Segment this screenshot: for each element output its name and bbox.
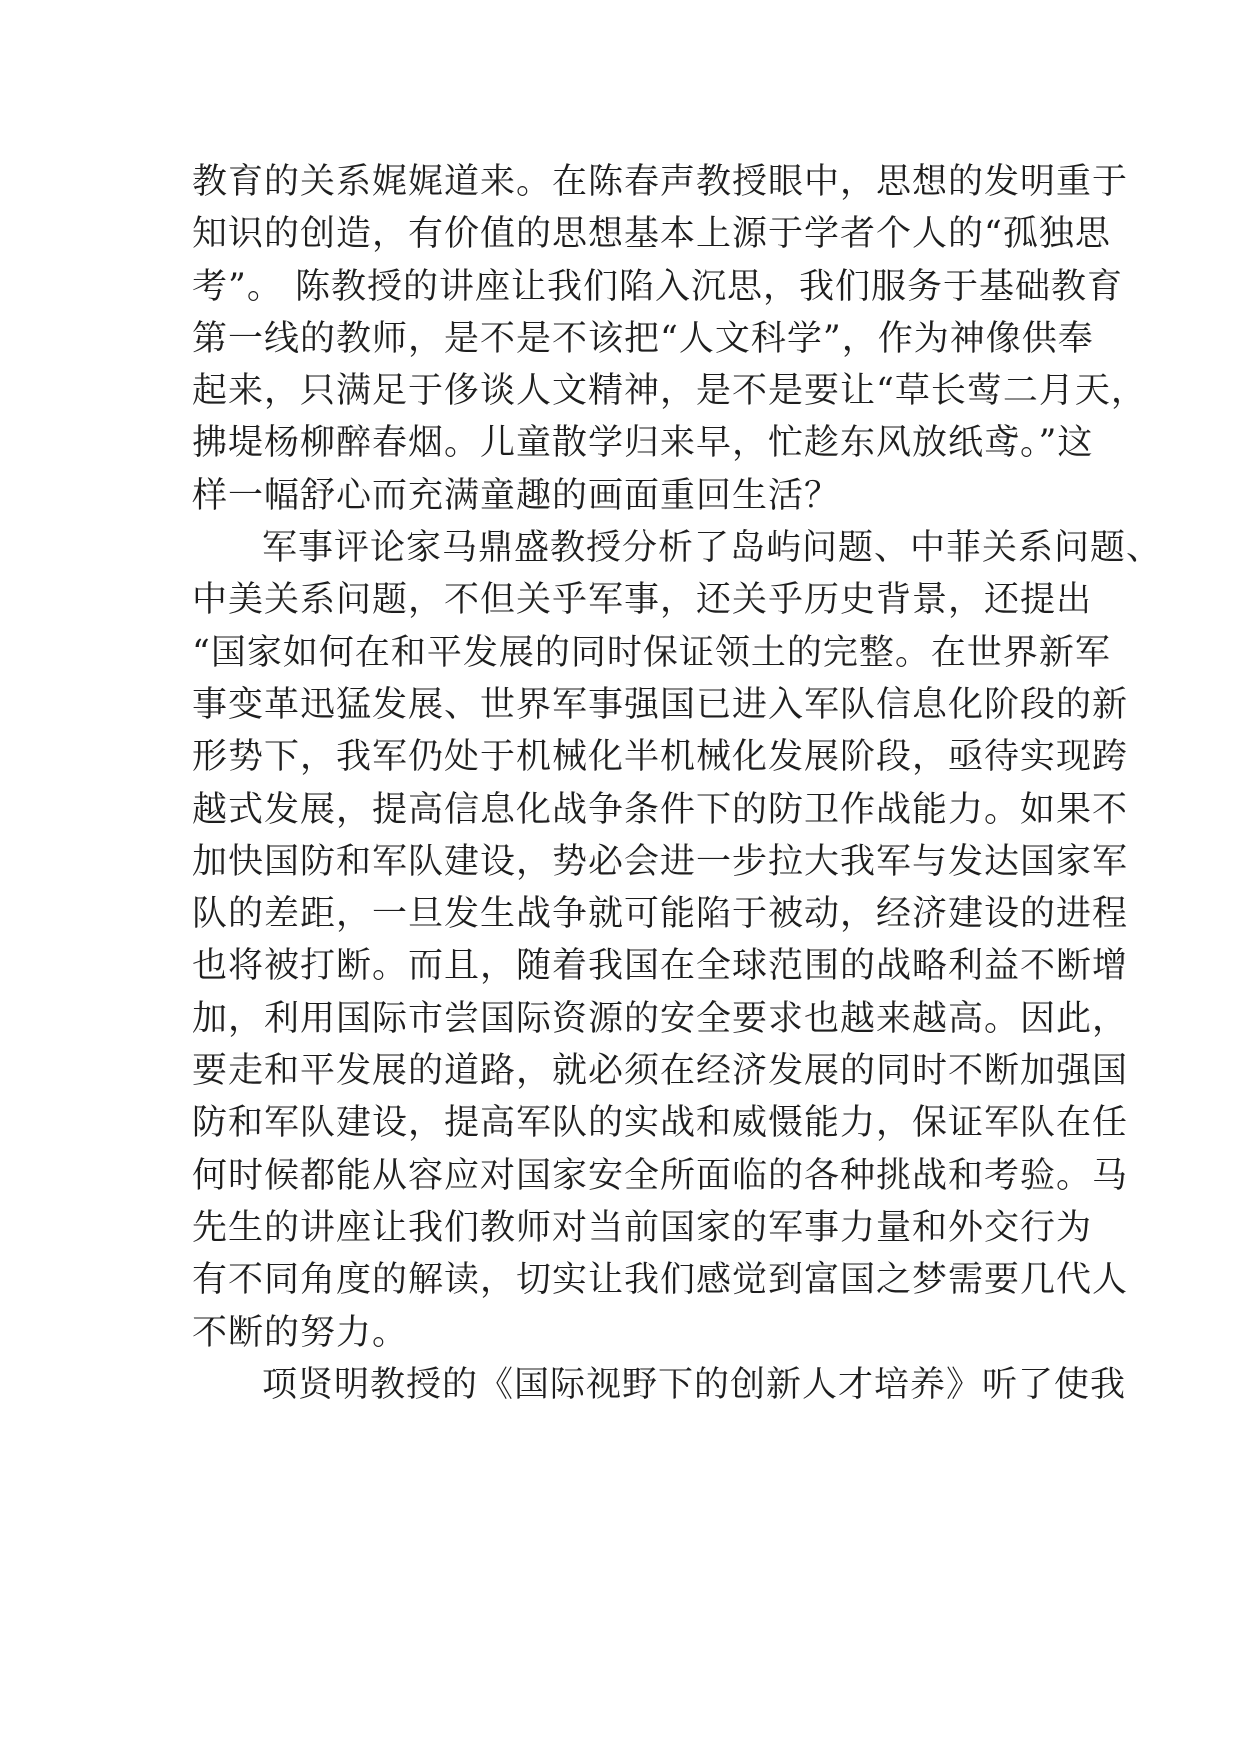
text-line: 防和军队建设，提高军队的实战和威慑能力，保证军队在任	[192, 1103, 1129, 1144]
text-line: 考”。 陈教授的讲座让我们陷入沉思，我们服务于基础教育	[192, 266, 1124, 307]
text-line: “国家如何在和平发展的同时保证领土的完整。在世界新军	[192, 632, 1111, 673]
text-line: 队的差距，一旦发生战争就可能陷于被动，经济建设的进程	[192, 894, 1129, 935]
paragraph-chen	[192, 156, 1147, 522]
text-line: 形势下，我军仍处于机械化半机械化发展阶段，亟待实现跨	[192, 737, 1129, 778]
text-line: 加快国防和军队建设，势必会进一步拉大我军与发达国家军	[192, 841, 1129, 882]
text-line: 加，利用国际市尝国际资源的安全要求也越来越高。因此，	[192, 998, 1129, 1039]
text-line: 也将被打断。而且，随着我国在全球范围的战略利益不断增	[192, 946, 1129, 987]
text-line: 不断的努力。	[192, 1312, 409, 1353]
text-line: 教育的关系娓娓道来。在陈春声教授眼中，思想的发明重于	[192, 162, 1129, 202]
text-line: 知识的创造，有价值的思想基本上源于学者个人的“孤独思	[192, 214, 1111, 255]
paragraph-xiang	[192, 1359, 1127, 1411]
text-line: 有不同角度的解读，切实让我们感觉到富国之梦需要几代人	[192, 1260, 1129, 1301]
text-line: 中美关系问题，不但关乎军事，还关乎历史背景，还提出	[192, 580, 1093, 621]
text-line: 第一线的教师，是不是不该把“人文科学”，作为神像供奉	[192, 318, 1094, 359]
text-line: 要走和平发展的道路，就必须在经济发展的同时不断加强国	[192, 1051, 1129, 1092]
text-line: 事变革迅猛发展、世界军事强国已进入军队信息化阶段的新	[192, 684, 1129, 725]
text-line: 拂堤杨柳醉春烟。儿童散学归来早，忙趁东风放纸鸢。”这	[192, 423, 1094, 464]
text-line: 样一幅舒心而充满童趣的画面重回生活？	[192, 475, 841, 516]
text-line: 起来，只满足于侈谈人文精神，是不是要让“草长莺二月天，	[192, 371, 1147, 412]
text-line: 先生的讲座让我们教师对当前国家的军事力量和外交行为	[192, 1207, 1093, 1248]
paragraph-ma	[192, 522, 1163, 1359]
text-line: 何时候都能从容应对国家安全所面临的各种挑战和考验。马	[192, 1155, 1129, 1196]
text-line: 军事评论家马鼎盛教授分析了岛屿问题、中菲关系问题、	[262, 528, 1163, 569]
document-body	[192, 156, 1163, 1411]
text-line: 越式发展，提高信息化战争条件下的防卫作战能力。如果不	[192, 789, 1129, 830]
text-line: 项贤明教授的《国际视野下的创新人才培养》听了使我	[262, 1364, 1127, 1405]
